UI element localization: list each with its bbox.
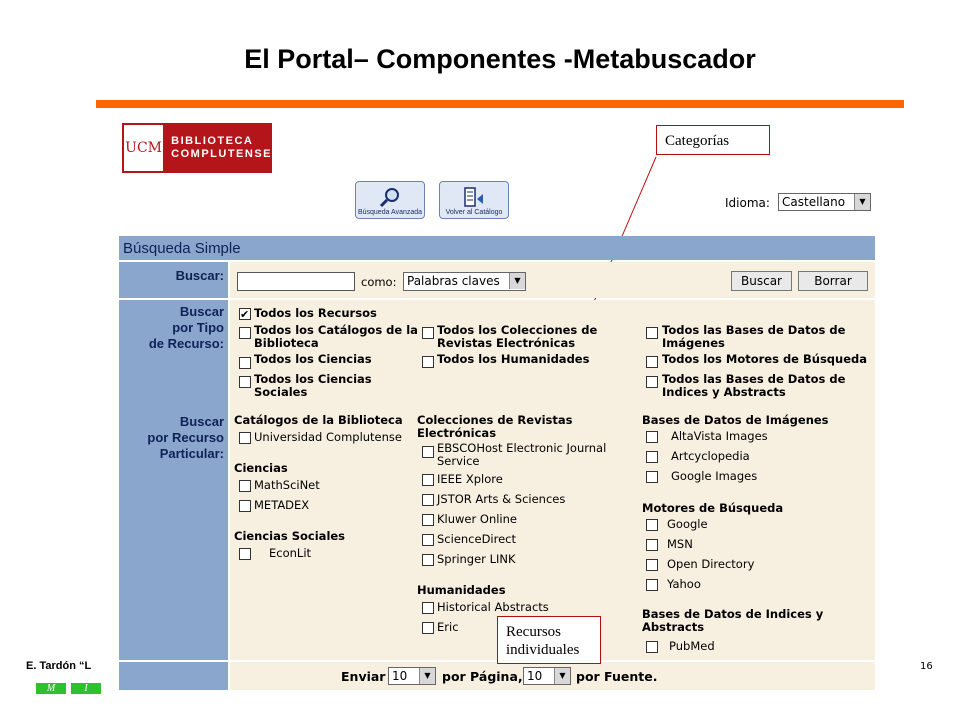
checkbox-metadex[interactable] (239, 500, 251, 512)
checkbox-all-engines[interactable] (646, 356, 658, 368)
resource-kluwer: Kluwer Online (437, 512, 517, 526)
type-all-catalogs: Todos los Catálogos de la Biblioteca (254, 323, 418, 350)
checkbox-pubmed[interactable] (646, 641, 658, 653)
chevron-down-icon: ▼ (854, 194, 870, 210)
advanced-search-label: Búsqueda Avanzada (357, 209, 423, 216)
clear-button[interactable]: Borrar (798, 271, 868, 291)
per-page-label: por Página, (442, 669, 523, 684)
ucm-mark: UCM (124, 125, 163, 171)
resource-google-images: Google Images (671, 469, 758, 483)
per-source-label: por Fuente. (576, 669, 658, 684)
language-selected: Castellano (782, 195, 846, 209)
sciences-section-title: Ciencias (234, 461, 288, 475)
checkbox-all-resources[interactable] (239, 308, 251, 320)
checkbox-ieee-xplore[interactable] (422, 474, 434, 486)
abstracts-section-title: Bases de Datos de Indices y Abstracts (642, 607, 824, 634)
particular-label-1: Buscar (179, 414, 224, 429)
checkbox-all-journals[interactable] (422, 327, 434, 339)
logo-line-2: COMPLUTENSE (171, 148, 272, 160)
chevron-down-icon: ▼ (419, 668, 435, 684)
checkbox-econlit[interactable] (239, 548, 251, 560)
particular-label-3: Particular: (159, 446, 224, 461)
checkbox-springer[interactable] (422, 554, 434, 566)
simple-search-title: Búsqueda Simple (123, 240, 241, 257)
images-section-title: Bases de Datos de Imágenes (642, 413, 829, 427)
resource-altavista-images: AltaVista Images (671, 429, 768, 443)
resource-historical-abstracts: Historical Abstracts (437, 600, 549, 614)
chevron-down-icon: ▼ (509, 273, 525, 289)
search-label: Buscar: (175, 268, 224, 283)
resource-type-label (149, 304, 224, 352)
resources-callout-line-1: Recursos (506, 624, 561, 640)
como-label: como: (361, 275, 397, 289)
checkbox-google-images[interactable] (646, 471, 658, 483)
resource-metadex: METADEX (254, 498, 310, 512)
per-source-value: 10 (527, 669, 543, 683)
resource-pubmed: PubMed (669, 639, 715, 653)
checkbox-eric[interactable] (422, 622, 434, 634)
checkbox-mathscinet[interactable] (239, 480, 251, 492)
checkbox-all-catalogs[interactable] (239, 327, 251, 339)
categories-callout: Categorías (656, 125, 770, 155)
per-page-select[interactable] (388, 667, 436, 685)
social-section-title: Ciencias Sociales (234, 529, 346, 543)
type-all-sciences: Todos los Ciencias (254, 352, 372, 366)
resource-ebscohost: EBSCOHost Electronic Journal Service (437, 441, 607, 468)
check-icon: ✔ (240, 308, 250, 321)
checkbox-open-directory[interactable] (646, 559, 658, 571)
checkbox-universidad-complutense[interactable] (239, 432, 251, 444)
particular-resource-label (147, 414, 224, 462)
catalogs-section-title: Catálogos de la Biblioteca (234, 413, 403, 427)
search-button[interactable]: Buscar (731, 271, 792, 291)
resources-callout (497, 616, 601, 664)
checkbox-all-image-db[interactable] (646, 327, 658, 339)
slide-title: El Portal– Componentes -Metabuscador (244, 44, 756, 74)
checkbox-all-social[interactable] (239, 376, 251, 388)
checkbox-google[interactable] (646, 519, 658, 531)
type-all-abstracts: Todos las Bases de Datos de Indices y Abstracts (662, 372, 846, 399)
resource-eric: Eric (437, 620, 459, 634)
logo-line-1: BIBLIOTECA (171, 135, 254, 147)
resource-ieee-xplore: IEEE Xplore (437, 472, 503, 486)
type-all-social: Todos los Ciencias Sociales (254, 372, 372, 399)
send-label-cell (119, 662, 228, 690)
resource-area (230, 300, 875, 660)
resource-type-label-3: de Recurso: (148, 336, 224, 351)
search-input[interactable] (237, 272, 355, 291)
search-label-cell (119, 262, 228, 298)
resource-artcyclopedia: Artcyclopedia (671, 449, 750, 463)
como-selected: Palabras claves (407, 274, 500, 288)
checkbox-altavista-images[interactable] (646, 431, 658, 443)
resource-springer: Springer LINK (437, 552, 516, 566)
checkbox-all-sciences[interactable] (239, 357, 251, 369)
resource-google: Google (667, 517, 708, 531)
type-all-journals: Todos los Colecciones de Revistas Electrónicas (437, 323, 598, 350)
engines-section-title: Motores de Búsqueda (642, 501, 784, 515)
type-all-image-db: Todos las Bases de Datos de Imágenes (662, 323, 846, 350)
humanities-section-title: Humanidades (417, 583, 506, 597)
type-all-humanities: Todos los Humanidades (437, 352, 590, 366)
checkbox-historical-abstracts[interactable] (422, 602, 434, 614)
resource-mathscinet: MathSciNet (254, 478, 320, 492)
type-all-engines: Todos los Motores de Búsqueda (662, 352, 867, 366)
resource-universidad-complutense: Universidad Complutense (254, 430, 402, 444)
checkbox-jstor[interactable] (422, 494, 434, 506)
checkbox-ebscohost[interactable] (422, 446, 434, 458)
per-page-value: 10 (392, 669, 408, 683)
checkbox-msn[interactable] (646, 539, 658, 551)
resources-callout-line-2: individuales (506, 642, 580, 658)
search-row (230, 262, 875, 298)
checkbox-artcyclopedia[interactable] (646, 451, 658, 463)
resource-label-cell (119, 300, 228, 660)
resource-type-label-1: Buscar (179, 304, 224, 319)
send-label: Enviar (341, 669, 386, 684)
resource-jstor: JSTOR Arts & Sciences (437, 492, 566, 506)
resource-sciencedirect: ScienceDirect (437, 532, 517, 546)
journals-section-title: Colecciones de Revistas Electrónicas (417, 413, 573, 440)
footer-author: E. Tardón “L (26, 660, 92, 672)
como-select[interactable] (403, 272, 526, 291)
resource-econlit: EconLit (269, 546, 312, 560)
language-label: Idioma: (725, 196, 770, 210)
send-row (230, 662, 875, 690)
nav-i-button[interactable]: I (71, 683, 101, 694)
chevron-down-icon: ▼ (554, 668, 570, 684)
nav-m-button[interactable]: M (36, 683, 66, 694)
back-to-catalog-label: Volver al Catálogo (445, 209, 503, 216)
checkbox-all-humanities[interactable] (422, 356, 434, 368)
checkbox-kluwer[interactable] (422, 514, 434, 526)
checkbox-yahoo[interactable] (646, 579, 658, 591)
resource-open-directory: Open Directory (667, 557, 755, 571)
resource-type-label-2: por Tipo (172, 320, 224, 335)
particular-label-2: por Recurso (147, 430, 224, 445)
resource-yahoo: Yahoo (667, 577, 701, 591)
checkbox-sciencedirect[interactable] (422, 534, 434, 546)
resource-msn: MSN (667, 537, 693, 551)
type-all-resources: Todos los Recursos (254, 306, 377, 320)
simple-search-header (119, 236, 875, 260)
per-source-select[interactable] (523, 667, 571, 685)
checkbox-all-abstracts[interactable] (646, 376, 658, 388)
page-number: 16 (920, 661, 933, 672)
